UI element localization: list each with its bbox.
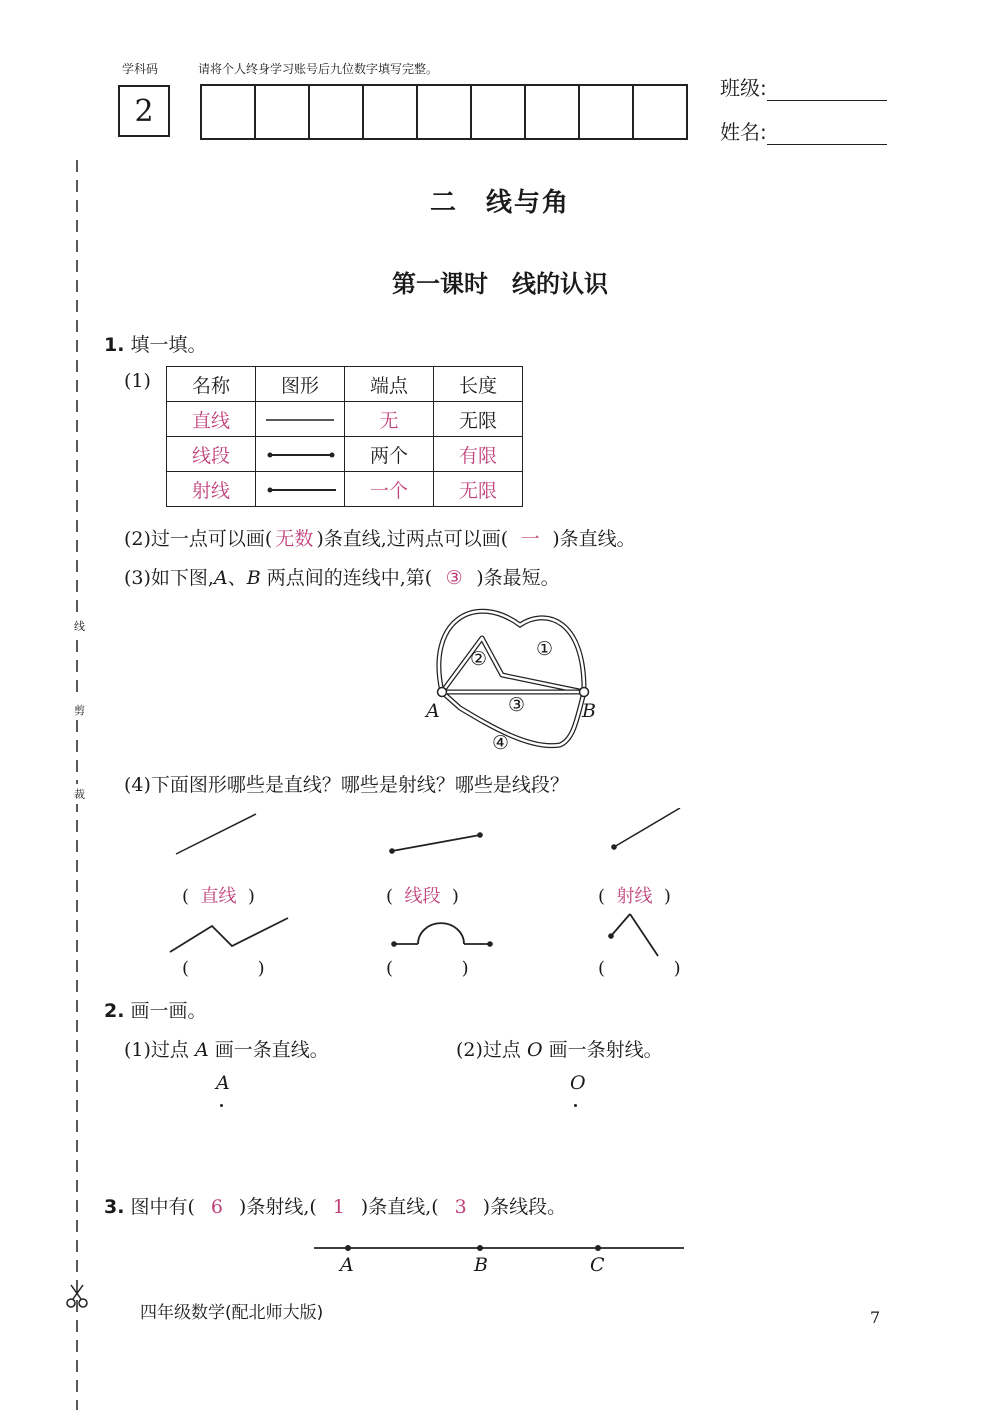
q2-part2-text-a: (2)过点 [456,1039,527,1061]
subject-code-label: 学科码 [122,62,159,76]
answer-paren-2: ( 线段 ) [386,886,459,907]
name-field [720,116,887,145]
q2-part1-text-a: (1)过点 [124,1039,195,1061]
page-number: 7 [870,1308,881,1327]
q3-text-d: )条线段。 [482,1196,567,1218]
q1-part2-text-b: )条直线,过两点可以画( [316,528,509,550]
cut-label-jian: 剪 [74,700,85,720]
table-row [167,437,523,472]
answer-blank[interactable]: ③ [445,567,463,589]
header-name: 名称 [167,367,256,402]
q1-part2-text-c: )条直线。 [552,528,636,550]
answer-paren-1: ( 直线 ) [182,886,255,907]
row-endpoints: 一个 [345,472,434,507]
book-title: 四年级数学(配北师大版) [140,1303,324,1323]
paths-diagram [420,600,620,760]
figure-segment [389,832,483,854]
q1-part2-text-a: (2)过一点可以画( [124,528,273,550]
digit-box[interactable] [634,86,686,138]
q2-text: 画一画。 [130,1000,207,1022]
q3-text-b: )条射线,( [238,1196,317,1218]
q2-part1-point: A [194,1039,209,1061]
q2-part2-text-c: 画一条射线。 [542,1039,663,1061]
header-length: 长度 [434,367,523,402]
point-a-dot [438,688,447,697]
digit-box[interactable] [580,86,634,138]
answer-paren-4[interactable]: ( ) [182,958,265,979]
diagram-label-4: ④ [492,732,510,754]
class-field [720,72,887,101]
account-digit-boxes[interactable] [200,84,688,140]
ray-figure [256,472,345,507]
figure-arc [391,923,493,947]
subject-code-box: 2 [118,85,170,137]
figure-zigzag [170,918,288,952]
diagram-label-1: ① [536,638,554,660]
lesson-title: 第一课时 线的认识 [392,270,608,298]
table-row [167,402,523,437]
line-types-table [166,366,523,507]
q2-part1 [124,1035,329,1062]
q1-heading [104,330,207,357]
q2-part2 [456,1035,663,1062]
q1-part3-text-b: 两点间的连线中,第( [260,567,433,589]
q3-question [104,1192,566,1219]
row-length: 无限 [434,472,523,507]
q3-text-c: )条直线,( [360,1196,439,1218]
answer-blank[interactable]: 6 [210,1196,223,1218]
q3-point-c: C [590,1254,605,1276]
digit-box[interactable] [202,86,256,138]
row-endpoints: 无 [345,402,434,437]
q1-part3-text-a: (3)如下图, [124,567,214,589]
digit-box[interactable] [256,86,310,138]
point-a-dot [345,1245,351,1251]
point-a-label: A [216,1072,230,1094]
q1-part4: (4)下面图形哪些是直线？哪些是射线？哪些是线段？ [124,774,569,796]
point-o-label: O [570,1072,586,1094]
diagram-label-2: ② [470,648,488,670]
q1-text: 填一填。 [130,334,207,356]
q3-point-b: B [474,1254,488,1276]
point-a-label: A [213,567,228,589]
table-header-row [167,367,523,402]
answer-blank[interactable]: 直线 [200,886,237,907]
q1-part3-text-c: )条最短。 [476,567,560,589]
cut-label-cai: 裁 [74,784,85,804]
class-label: 班级: [720,76,767,100]
q3-number: 3. [104,1196,125,1218]
answer-blank[interactable]: 3 [454,1196,467,1218]
answer-paren-5[interactable]: ( ) [386,958,469,979]
point-c-dot [595,1245,601,1251]
header-endpoints: 端点 [345,367,434,402]
row-name: 射线 [167,472,256,507]
row-name: 直线 [167,402,256,437]
figure-line [176,814,256,854]
answer-paren-6[interactable]: ( ) [598,958,681,979]
q1-part3-sep: 、 [227,567,247,589]
segment-figure [256,437,345,472]
row-name: 线段 [167,437,256,472]
point-b-dot [580,688,589,697]
q3-text-a: 图中有( [130,1196,195,1218]
digit-box[interactable] [472,86,526,138]
answer-blank[interactable]: 一 [520,528,540,550]
answer-paren-3: ( 射线 ) [598,886,671,907]
figure-angle [608,914,658,956]
q1-part3 [124,563,560,590]
q2-part1-text-c: 画一条直线。 [208,1039,329,1061]
header-figure: 图形 [256,367,345,402]
diagram-label-3: ③ [508,694,526,716]
diagram-label-b: B [582,700,596,722]
class-input-line[interactable] [767,78,887,101]
figure-ray [611,808,680,850]
q1-number: 1. [104,334,125,356]
row-length: 无限 [434,402,523,437]
point-o-dot[interactable] [574,1104,577,1107]
row-endpoints: 两个 [345,437,434,472]
answer-blank[interactable]: 射线 [616,886,653,907]
diagram-label-a: A [426,700,440,722]
q3-line-figure [310,1240,690,1260]
point-a-dot[interactable] [220,1104,223,1107]
name-label: 姓名: [720,120,767,144]
q1-part1-label: (1) [124,370,151,392]
q2-number: 2. [104,1000,125,1022]
q2-heading [104,996,207,1023]
account-instruction: 请将个人终身学习账号后九位数字填写完整。 [198,62,439,76]
digit-box[interactable] [418,86,472,138]
cut-label-xian: 线 [74,616,85,636]
straight-line-figure [256,402,345,437]
digit-box[interactable] [364,86,418,138]
table-row [167,472,523,507]
name-input-line[interactable] [767,122,887,145]
q1-part2 [124,524,636,551]
digit-box[interactable] [310,86,364,138]
digit-box[interactable] [526,86,580,138]
chapter-title: 二 线与角 [429,188,570,218]
answer-blank[interactable]: 线段 [404,886,441,907]
point-b-label: B [246,567,261,589]
q3-point-a: A [340,1254,354,1276]
point-b-dot [477,1245,483,1251]
q2-part2-point: O [526,1039,543,1061]
row-length: 有限 [434,437,523,472]
answer-blank[interactable]: 1 [332,1196,345,1218]
answer-blank[interactable]: 无数 [275,528,314,550]
